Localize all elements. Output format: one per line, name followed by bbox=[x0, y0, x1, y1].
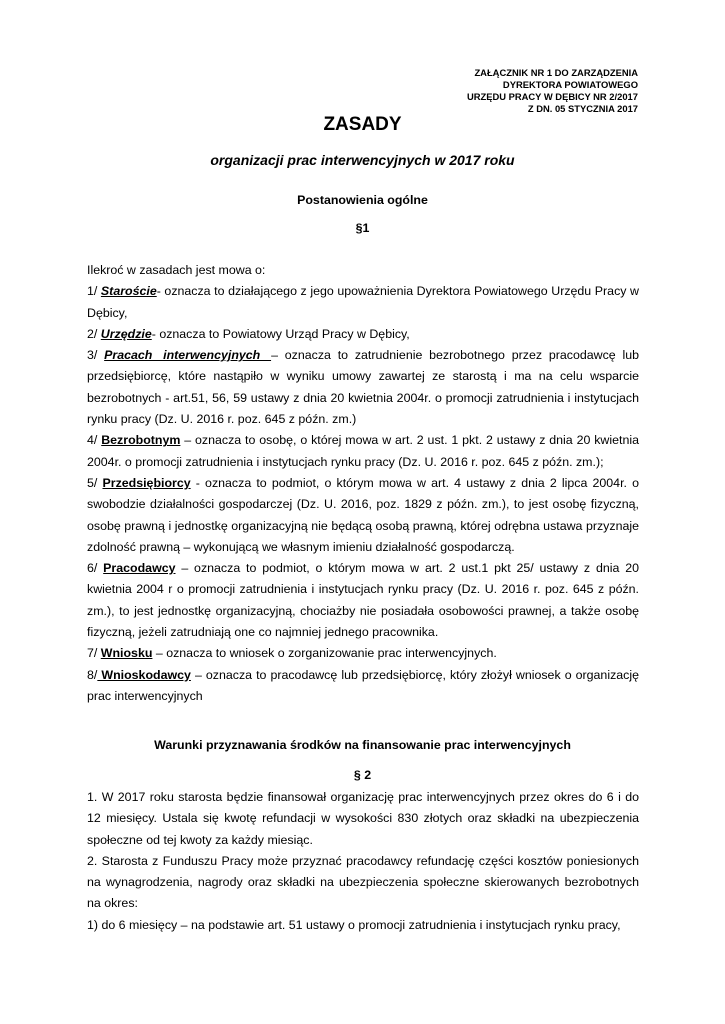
item-number: 7/ bbox=[87, 646, 101, 661]
defined-term: Urzędzie bbox=[100, 326, 152, 341]
definition-text: – oznacza to osobę, o której mowa w art. 2 ust. 1 pkt. 2 ustawy z dnia 20 kwietnia 2004r. o promocji zatrudnienia i instytucjach rynku pracy (Dz. U. 2016 r. poz. 645 z późn. zm.); bbox=[87, 433, 639, 469]
definition-text: – oznacza to zatrudnienie bezrobotnego przez pracodawcę lub przedsiębiorcę, które nastąpiło w wyniku umowy zawartej ze starostą i ma na celu wsparcie bezrobotnych - art.51, 56, 59 ustawy z dnia 20 kwietnia 2004r. o promocji zatrudnienia i instytucjach rynku pracy (Dz. U. 2016 r. poz. 645 z późn. zm.) bbox=[87, 348, 639, 427]
definition-item bbox=[87, 665, 639, 708]
defined-term: Wniosku bbox=[100, 646, 153, 661]
definition-item bbox=[87, 430, 639, 473]
document-subtitle: organizacji prac interwencyjnych w 2017 roku bbox=[210, 152, 515, 168]
defined-term: Staroście bbox=[100, 284, 157, 299]
section1-intro: Ilekroć w zasadach jest mowa o: bbox=[87, 263, 266, 277]
definition-item bbox=[87, 324, 639, 345]
definition-item bbox=[87, 643, 639, 664]
item-number: 3/ bbox=[87, 348, 105, 363]
defined-term: Wnioskodawcy bbox=[97, 667, 191, 682]
document-title: ZASADY bbox=[323, 114, 402, 135]
definition-text: - oznacza to działającego z jego upoważnienia Dyrektora Powiatowego Urzędu Pracy w Dębicy, bbox=[87, 284, 639, 320]
defined-term: Pracodawcy bbox=[103, 561, 176, 576]
section2-paragraph: 1. W 2017 roku starosta będzie finansował organizację prac interwencyjnych przez okres do 6 i do 12 miesięcy. Ustala się kwotę refundacji w wysokości 830 złotych oraz składki na ubezpieczenia społeczne od tej kwoty za każdy miesiąc. bbox=[87, 790, 639, 847]
annex-header bbox=[467, 67, 638, 115]
definition-text: - oznacza to Powiatowy Urząd Pracy w Dębicy, bbox=[151, 326, 410, 341]
section2-body bbox=[87, 787, 639, 936]
defined-term: Bezrobotnym bbox=[101, 433, 181, 448]
annex-header-line: ZAŁĄCZNIK NR 1 DO ZARZĄDZENIA bbox=[474, 67, 638, 78]
definition-text: - oznacza to podmiot, o którym mowa w art. 4 ustawy z dnia 2 lipca 2004r. o swobodzie działalności gospodarczej (Dz. U. 2016, poz. 1829 z późn. zm.), to jest osobę fizyczną, osobę prawną i jednostkę organizacyjną nie będącą osobą prawną, której odrębna ustawa przyznaje zdolność prawną – wykonującą we własnym imieniu działalność gospodarczą. bbox=[87, 475, 639, 554]
definition-item bbox=[87, 345, 639, 430]
item-number: 1/ bbox=[87, 284, 101, 299]
definition-item bbox=[87, 473, 639, 558]
item-number: 2/ bbox=[87, 326, 101, 341]
section1-heading: Postanowienia ogólne bbox=[297, 193, 428, 207]
section1-paragraph-sign: §1 bbox=[355, 221, 370, 235]
annex-header-line: DYREKTORA POWIATOWEGO bbox=[502, 79, 638, 90]
item-number: 5/ bbox=[87, 475, 103, 490]
section2-paragraph: 2. Starosta z Funduszu Pracy może przyznać pracodawcy refundację części kosztów poniesionych na wynagrodzenia, nagrody oraz składki na ubezpieczenia społeczne skierowanych bezrobotnych na okres: bbox=[87, 853, 639, 911]
definition-item bbox=[87, 558, 639, 643]
definition-text: – oznacza to pracodawcę lub przedsiębiorcę, który złożył wniosek o organizację prac interwencyjnych bbox=[87, 667, 639, 703]
definition-text: – oznacza to podmiot, o którym mowa w art. 2 ust.1 pkt 25/ ustawy z dnia 20 kwietnia 2004 r o promocji zatrudnienia i instytucjach rynku pracy (Dz. U. 2016 r. poz. 645 z późn. zm.), to jest jednostkę organizacyjną, chociażby nie posiadała osobowości prawnej, a także osobę fizyczną, jeżeli zatrudniają one co najmniej jednego pracownika. bbox=[87, 561, 639, 640]
defined-term: Przedsiębiorcy bbox=[102, 475, 191, 490]
definition-item bbox=[87, 281, 639, 324]
section2-heading: Warunki przyznawania środków na finansowanie prac interwencyjnych bbox=[154, 738, 571, 752]
annex-header-line: Z DN. 05 STYCZNIA 2017 bbox=[527, 103, 638, 114]
section2-paragraph: 1) do 6 miesięcy – na podstawie art. 51 ustawy o promocji zatrudnienia i instytucjach rynku pracy, bbox=[87, 917, 621, 932]
definition-text: – oznacza to wniosek o zorganizowanie prac interwencyjnych. bbox=[152, 646, 497, 661]
item-number: 6/ bbox=[87, 561, 104, 576]
section2-paragraph-sign: § 2 bbox=[353, 768, 372, 782]
annex-header-line: URZĘDU PRACY W DĘBICY NR 2/2017 bbox=[466, 91, 638, 102]
item-number: 8/ bbox=[87, 667, 98, 682]
item-number: 4/ bbox=[87, 433, 102, 448]
section1-body bbox=[87, 260, 639, 707]
defined-term: Pracach interwencyjnych bbox=[104, 348, 272, 363]
